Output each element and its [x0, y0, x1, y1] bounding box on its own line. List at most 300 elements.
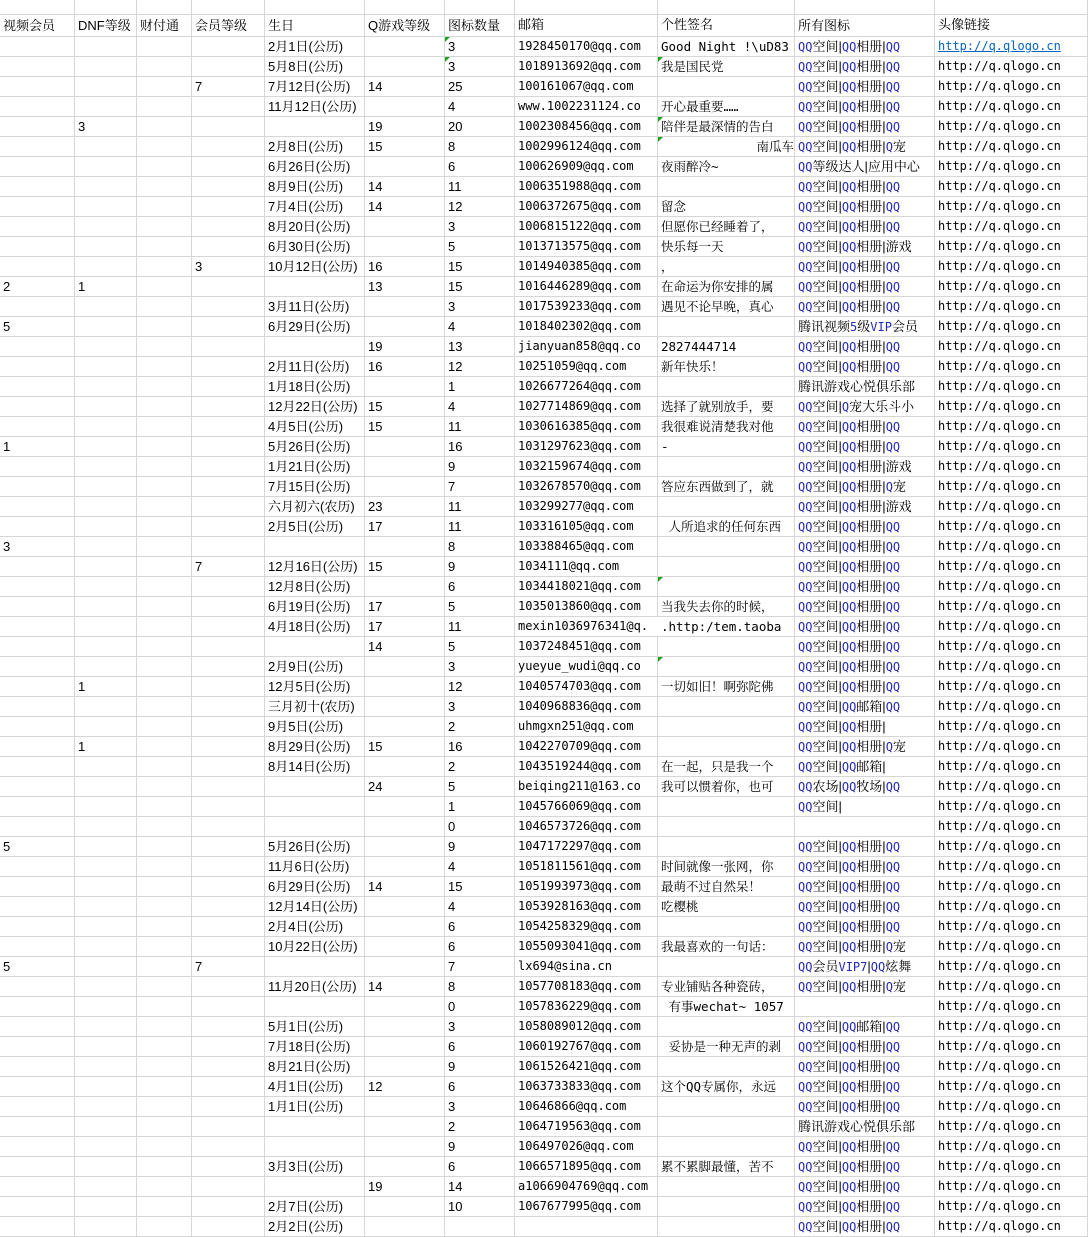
column-header-email[interactable]: 邮箱	[515, 15, 658, 37]
cell-qgame_level[interactable]	[365, 1137, 445, 1157]
cell-avatar_link[interactable]	[935, 377, 1088, 397]
cell-tenpay[interactable]	[137, 237, 192, 257]
cell-all_icons[interactable]	[795, 497, 935, 517]
cell-icon_count[interactable]: 3	[445, 1097, 515, 1117]
cell-all_icons[interactable]	[795, 737, 935, 757]
cell-video_vip[interactable]	[0, 357, 75, 377]
cell-tenpay[interactable]	[137, 657, 192, 677]
cell-icon_count[interactable]: 3	[445, 37, 515, 57]
cell-qgame_level[interactable]: 15	[365, 557, 445, 577]
cell-all_icons[interactable]	[795, 677, 935, 697]
cell-all_icons[interactable]	[795, 297, 935, 317]
cell-birthday[interactable]: 5月26日(公历)	[265, 437, 365, 457]
cell-vip_level[interactable]	[192, 117, 265, 137]
cell-avatar_link[interactable]	[935, 477, 1088, 497]
cell-avatar_link[interactable]	[935, 1017, 1088, 1037]
cell-video_vip[interactable]	[0, 1137, 75, 1157]
cell-birthday[interactable]: 三月初十(农历)	[265, 697, 365, 717]
cell-all_icons[interactable]	[795, 177, 935, 197]
cell-qgame_level[interactable]	[365, 477, 445, 497]
cell-all_icons[interactable]	[795, 217, 935, 237]
cell-vip_level[interactable]	[192, 157, 265, 177]
cell-tenpay[interactable]	[137, 917, 192, 937]
cell-icon_count[interactable]: 1	[445, 797, 515, 817]
cell-birthday[interactable]: 7月15日(公历)	[265, 477, 365, 497]
cell-tenpay[interactable]	[137, 1037, 192, 1057]
cell-email[interactable]: 1035013860@qq.com	[515, 597, 658, 617]
cell-tenpay[interactable]	[137, 957, 192, 977]
cell-email[interactable]: 1006815122@qq.com	[515, 217, 658, 237]
cell-all_icons[interactable]	[795, 1077, 935, 1097]
cell-tenpay[interactable]	[137, 617, 192, 637]
cell-birthday[interactable]: 4月18日(公历)	[265, 617, 365, 637]
cell-video_vip[interactable]	[0, 817, 75, 837]
cell-vip_level[interactable]	[192, 877, 265, 897]
cell-signature[interactable]: 有事wechat~ 1057	[658, 997, 795, 1017]
cell-email[interactable]: mexin1036976341@q.	[515, 617, 658, 637]
cell-icon_count[interactable]: 6	[445, 917, 515, 937]
cell-all_icons[interactable]	[795, 437, 935, 457]
cell-icon_count[interactable]: 9	[445, 837, 515, 857]
cell-signature[interactable]	[658, 837, 795, 857]
cell-qgame_level[interactable]: 16	[365, 257, 445, 277]
cell-vip_level[interactable]	[192, 1057, 265, 1077]
cell-email[interactable]	[515, 1217, 658, 1237]
cell-signature[interactable]	[658, 1117, 795, 1137]
cell-icon_count[interactable]: 6	[445, 937, 515, 957]
cell-tenpay[interactable]	[137, 37, 192, 57]
cell-tenpay[interactable]	[137, 0, 192, 15]
cell-icon_count[interactable]: 2	[445, 1117, 515, 1137]
cell-email[interactable]: 1046573726@qq.com	[515, 817, 658, 837]
cell-birthday[interactable]: 8月29日(公历)	[265, 737, 365, 757]
cell-birthday[interactable]: 11月20日(公历)	[265, 977, 365, 997]
cell-signature[interactable]: 累不累脚最懂，苦不	[658, 1157, 795, 1177]
avatar-link[interactable]: http://q.qlogo.cn	[938, 1219, 1061, 1233]
cell-tenpay[interactable]	[137, 1097, 192, 1117]
cell-vip_level[interactable]	[192, 197, 265, 217]
cell-email[interactable]: 1040968836@qq.com	[515, 697, 658, 717]
cell-vip_level[interactable]	[192, 1137, 265, 1157]
avatar-link[interactable]: http://q.qlogo.cn	[938, 939, 1061, 953]
column-header-signature[interactable]: 个性签名	[658, 15, 795, 37]
cell-avatar_link[interactable]	[935, 277, 1088, 297]
cell-signature[interactable]: 时间就像一张网，你	[658, 857, 795, 877]
cell-avatar_link[interactable]	[935, 177, 1088, 197]
cell-qgame_level[interactable]: 14	[365, 177, 445, 197]
cell-birthday[interactable]: 10月12日(公历)	[265, 257, 365, 277]
cell-email[interactable]: 1043519244@qq.com	[515, 757, 658, 777]
cell-email[interactable]: 1063733833@qq.com	[515, 1077, 658, 1097]
avatar-link[interactable]: http://q.qlogo.cn	[938, 59, 1061, 73]
cell-email[interactable]: 1054258329@qq.com	[515, 917, 658, 937]
cell-tenpay[interactable]	[137, 137, 192, 157]
cell-video_vip[interactable]	[0, 637, 75, 657]
avatar-link[interactable]: http://q.qlogo.cn	[938, 859, 1061, 873]
cell-signature[interactable]: .http:/tem.taoba	[658, 617, 795, 637]
cell-avatar_link[interactable]	[935, 1117, 1088, 1137]
cell-avatar_link[interactable]	[935, 657, 1088, 677]
avatar-link[interactable]: http://q.qlogo.cn	[938, 579, 1061, 593]
cell-signature[interactable]	[658, 1017, 795, 1037]
cell-qgame_level[interactable]	[365, 377, 445, 397]
cell-icon_count[interactable]: 13	[445, 337, 515, 357]
cell-dnf_level[interactable]	[75, 917, 137, 937]
avatar-link[interactable]: http://q.qlogo.cn	[938, 1199, 1061, 1213]
cell-video_vip[interactable]	[0, 577, 75, 597]
cell-qgame_level[interactable]: 24	[365, 777, 445, 797]
cell-email[interactable]: a1066904769@qq.com	[515, 1177, 658, 1197]
cell-avatar_link[interactable]	[935, 497, 1088, 517]
cell-vip_level[interactable]: 7	[192, 77, 265, 97]
cell-email[interactable]: www.1002231124.co	[515, 97, 658, 117]
cell-email[interactable]: 1061526421@qq.com	[515, 1057, 658, 1077]
cell-avatar_link[interactable]	[935, 577, 1088, 597]
cell-qgame_level[interactable]: 19	[365, 337, 445, 357]
cell-vip_level[interactable]	[192, 737, 265, 757]
cell-icon_count[interactable]: 0	[445, 997, 515, 1017]
cell-birthday[interactable]	[265, 117, 365, 137]
cell-icon_count[interactable]: 20	[445, 117, 515, 137]
cell-icon_count[interactable]: 3	[445, 217, 515, 237]
cell-signature[interactable]: -	[658, 437, 795, 457]
avatar-link[interactable]: http://q.qlogo.cn	[938, 439, 1061, 453]
cell-dnf_level[interactable]	[75, 877, 137, 897]
cell-tenpay[interactable]	[137, 277, 192, 297]
cell-signature[interactable]: 妥协是一种无声的剥	[658, 1037, 795, 1057]
cell-video_vip[interactable]	[0, 977, 75, 997]
cell-tenpay[interactable]	[137, 877, 192, 897]
cell-signature[interactable]	[658, 1057, 795, 1077]
cell-all_icons[interactable]	[795, 657, 935, 677]
cell-video_vip[interactable]: 1	[0, 437, 75, 457]
cell-all_icons[interactable]	[795, 1177, 935, 1197]
cell-qgame_level[interactable]: 17	[365, 617, 445, 637]
cell-video_vip[interactable]	[0, 917, 75, 937]
cell-vip_level[interactable]	[192, 697, 265, 717]
avatar-link[interactable]: http://q.qlogo.cn	[938, 179, 1061, 193]
cell-birthday[interactable]	[265, 637, 365, 657]
cell-icon_count[interactable]: 15	[445, 277, 515, 297]
cell-signature[interactable]: 我很难说清楚我对他	[658, 417, 795, 437]
cell-icon_count[interactable]: 15	[445, 257, 515, 277]
cell-qgame_level[interactable]	[365, 0, 445, 15]
cell-tenpay[interactable]	[137, 417, 192, 437]
cell-icon_count[interactable]: 10	[445, 1197, 515, 1217]
cell-icon_count[interactable]: 16	[445, 437, 515, 457]
cell-signature[interactable]: 答应东西做到了，就	[658, 477, 795, 497]
cell-video_vip[interactable]	[0, 117, 75, 137]
cell-qgame_level[interactable]	[365, 657, 445, 677]
cell-all_icons[interactable]	[795, 757, 935, 777]
avatar-link[interactable]: http://q.qlogo.cn	[938, 359, 1061, 373]
cell-qgame_level[interactable]: 19	[365, 1177, 445, 1197]
avatar-link[interactable]: http://q.qlogo.cn	[938, 1139, 1061, 1153]
cell-vip_level[interactable]	[192, 497, 265, 517]
cell-birthday[interactable]: 7月4日(公历)	[265, 197, 365, 217]
cell-icon_count[interactable]: 4	[445, 97, 515, 117]
cell-signature[interactable]: 我是国民党	[658, 57, 795, 77]
cell-all_icons[interactable]	[795, 1197, 935, 1217]
cell-birthday[interactable]: 4月5日(公历)	[265, 417, 365, 437]
column-header-icon_count[interactable]: 图标数量	[445, 15, 515, 37]
cell-qgame_level[interactable]	[365, 757, 445, 777]
avatar-link[interactable]: http://q.qlogo.cn	[938, 319, 1061, 333]
cell-qgame_level[interactable]	[365, 157, 445, 177]
cell-qgame_level[interactable]	[365, 857, 445, 877]
cell-birthday[interactable]: 8月9日(公历)	[265, 177, 365, 197]
cell-signature[interactable]	[658, 1137, 795, 1157]
cell-avatar_link[interactable]	[935, 1077, 1088, 1097]
avatar-link[interactable]: http://q.qlogo.cn	[938, 479, 1061, 493]
cell-qgame_level[interactable]: 15	[365, 737, 445, 757]
cell-qgame_level[interactable]	[365, 1037, 445, 1057]
cell-qgame_level[interactable]	[365, 537, 445, 557]
avatar-link[interactable]: http://q.qlogo.cn	[938, 759, 1061, 773]
cell-email[interactable]: 1058089012@qq.com	[515, 1017, 658, 1037]
cell-tenpay[interactable]	[137, 577, 192, 597]
cell-vip_level[interactable]	[192, 677, 265, 697]
cell-icon_count[interactable]: 9	[445, 457, 515, 477]
cell-qgame_level[interactable]	[365, 297, 445, 317]
cell-video_vip[interactable]	[0, 1017, 75, 1037]
cell-icon_count[interactable]: 3	[445, 657, 515, 677]
cell-tenpay[interactable]	[137, 537, 192, 557]
cell-dnf_level[interactable]	[75, 257, 137, 277]
cell-all_icons[interactable]	[795, 377, 935, 397]
cell-icon_count[interactable]: 6	[445, 1037, 515, 1057]
cell-avatar_link[interactable]	[935, 77, 1088, 97]
cell-dnf_level[interactable]	[75, 0, 137, 15]
cell-dnf_level[interactable]	[75, 717, 137, 737]
cell-qgame_level[interactable]: 14	[365, 877, 445, 897]
cell-dnf_level[interactable]	[75, 537, 137, 557]
cell-birthday[interactable]	[265, 537, 365, 557]
cell-all_icons[interactable]	[795, 237, 935, 257]
cell-avatar_link[interactable]	[935, 617, 1088, 637]
cell-video_vip[interactable]	[0, 497, 75, 517]
avatar-link[interactable]: http://q.qlogo.cn	[938, 539, 1061, 553]
cell-icon_count[interactable]: 9	[445, 557, 515, 577]
cell-email[interactable]: 1002996124@qq.com	[515, 137, 658, 157]
avatar-link[interactable]: http://q.qlogo.cn	[938, 119, 1061, 133]
cell-vip_level[interactable]	[192, 637, 265, 657]
cell-signature[interactable]	[658, 457, 795, 477]
cell-icon_count[interactable]: 5	[445, 237, 515, 257]
cell-birthday[interactable]: 2月2日(公历)	[265, 1217, 365, 1237]
cell-signature[interactable]	[658, 177, 795, 197]
cell-all_icons[interactable]	[795, 257, 935, 277]
cell-signature[interactable]: 但愿你已经睡着了，	[658, 217, 795, 237]
cell-icon_count[interactable]: 6	[445, 1077, 515, 1097]
cell-avatar_link[interactable]	[935, 837, 1088, 857]
cell-birthday[interactable]	[265, 337, 365, 357]
cell-icon_count[interactable]: 6	[445, 577, 515, 597]
cell-all_icons[interactable]	[795, 97, 935, 117]
cell-avatar_link[interactable]	[935, 357, 1088, 377]
cell-tenpay[interactable]	[137, 777, 192, 797]
cell-all_icons[interactable]	[795, 797, 935, 817]
cell-dnf_level[interactable]	[75, 957, 137, 977]
column-header-vip_level[interactable]: 会员等级	[192, 15, 265, 37]
cell-all_icons[interactable]	[795, 337, 935, 357]
cell-avatar_link[interactable]	[935, 1057, 1088, 1077]
avatar-link[interactable]: http://q.qlogo.cn	[938, 279, 1061, 293]
cell-avatar_link[interactable]	[935, 157, 1088, 177]
cell-dnf_level[interactable]	[75, 77, 137, 97]
cell-tenpay[interactable]	[137, 717, 192, 737]
cell-all_icons[interactable]	[795, 517, 935, 537]
cell-vip_level[interactable]	[192, 597, 265, 617]
cell-all_icons[interactable]	[795, 457, 935, 477]
cell-dnf_level[interactable]	[75, 217, 137, 237]
cell-signature[interactable]	[658, 697, 795, 717]
cell-vip_level[interactable]	[192, 517, 265, 537]
cell-all_icons[interactable]	[795, 477, 935, 497]
cell-icon_count[interactable]: 12	[445, 357, 515, 377]
cell-dnf_level[interactable]: 3	[75, 117, 137, 137]
cell-birthday[interactable]: 1月21日(公历)	[265, 457, 365, 477]
cell-vip_level[interactable]	[192, 237, 265, 257]
cell-dnf_level[interactable]	[75, 1077, 137, 1097]
cell-dnf_level[interactable]	[75, 197, 137, 217]
cell-icon_count[interactable]: 5	[445, 597, 515, 617]
cell-video_vip[interactable]	[0, 477, 75, 497]
cell-vip_level[interactable]	[192, 617, 265, 637]
cell-qgame_level[interactable]	[365, 677, 445, 697]
cell-signature[interactable]: 吃樱桃	[658, 897, 795, 917]
cell-avatar_link[interactable]	[935, 37, 1088, 57]
cell-dnf_level[interactable]	[75, 777, 137, 797]
cell-signature[interactable]: 当我失去你的时候，	[658, 597, 795, 617]
cell-all_icons[interactable]	[795, 1017, 935, 1037]
cell-birthday[interactable]: 1月1日(公历)	[265, 1097, 365, 1117]
cell-vip_level[interactable]	[192, 717, 265, 737]
cell-icon_count[interactable]: 4	[445, 397, 515, 417]
cell-dnf_level[interactable]	[75, 617, 137, 637]
cell-dnf_level[interactable]	[75, 1177, 137, 1197]
cell-qgame_level[interactable]	[365, 317, 445, 337]
column-header-tenpay[interactable]: 财付通	[137, 15, 192, 37]
cell-signature[interactable]	[658, 657, 795, 677]
cell-signature[interactable]	[658, 557, 795, 577]
cell-birthday[interactable]: 5月26日(公历)	[265, 837, 365, 857]
cell-birthday[interactable]: 2月11日(公历)	[265, 357, 365, 377]
avatar-link[interactable]: http://q.qlogo.cn	[938, 799, 1061, 813]
cell-avatar_link[interactable]	[935, 217, 1088, 237]
cell-qgame_level[interactable]: 13	[365, 277, 445, 297]
cell-vip_level[interactable]	[192, 857, 265, 877]
cell-avatar_link[interactable]	[935, 637, 1088, 657]
cell-tenpay[interactable]	[137, 497, 192, 517]
cell-dnf_level[interactable]	[75, 397, 137, 417]
avatar-link[interactable]: http://q.qlogo.cn	[938, 919, 1061, 933]
cell-email[interactable]: 1031297623@qq.com	[515, 437, 658, 457]
cell-icon_count[interactable]: 9	[445, 1057, 515, 1077]
cell-vip_level[interactable]	[192, 777, 265, 797]
cell-email[interactable]: 1928450170@qq.com	[515, 37, 658, 57]
cell-email[interactable]: 1051993973@qq.com	[515, 877, 658, 897]
cell-avatar_link[interactable]	[935, 197, 1088, 217]
cell-video_vip[interactable]	[0, 717, 75, 737]
column-header-birthday[interactable]: 生日	[265, 15, 365, 37]
cell-email[interactable]: 1040574703@qq.com	[515, 677, 658, 697]
cell-birthday[interactable]: 6月29日(公历)	[265, 877, 365, 897]
avatar-link[interactable]: http://q.qlogo.cn	[938, 599, 1061, 613]
cell-qgame_level[interactable]	[365, 437, 445, 457]
cell-tenpay[interactable]	[137, 477, 192, 497]
cell-avatar_link[interactable]	[935, 777, 1088, 797]
cell-video_vip[interactable]	[0, 1217, 75, 1237]
cell-signature[interactable]: 我可以惯着你，也可	[658, 777, 795, 797]
cell-avatar_link[interactable]	[935, 237, 1088, 257]
cell-vip_level[interactable]	[192, 477, 265, 497]
cell-email[interactable]: 1002308456@qq.com	[515, 117, 658, 137]
cell-icon_count[interactable]: 11	[445, 417, 515, 437]
cell-tenpay[interactable]	[137, 117, 192, 137]
cell-all_icons[interactable]	[795, 37, 935, 57]
cell-tenpay[interactable]	[137, 377, 192, 397]
cell-email[interactable]: 103388465@qq.com	[515, 537, 658, 557]
cell-birthday[interactable]: 2月1日(公历)	[265, 37, 365, 57]
cell-birthday[interactable]: 2月9日(公历)	[265, 657, 365, 677]
avatar-link[interactable]: http://q.qlogo.cn	[938, 339, 1061, 353]
cell-video_vip[interactable]	[0, 1057, 75, 1077]
cell-email[interactable]: 1047172297@qq.com	[515, 837, 658, 857]
cell-birthday[interactable]	[265, 797, 365, 817]
cell-signature[interactable]: 遇见不论早晚，真心	[658, 297, 795, 317]
cell-signature[interactable]	[658, 797, 795, 817]
cell-qgame_level[interactable]	[365, 717, 445, 737]
cell-icon_count[interactable]: 2	[445, 757, 515, 777]
cell-birthday[interactable]: 3月11日(公历)	[265, 297, 365, 317]
cell-icon_count[interactable]: 3	[445, 57, 515, 77]
cell-icon_count[interactable]: 8	[445, 137, 515, 157]
cell-qgame_level[interactable]: 14	[365, 977, 445, 997]
cell-icon_count[interactable]: 12	[445, 197, 515, 217]
cell-vip_level[interactable]	[192, 937, 265, 957]
cell-dnf_level[interactable]	[75, 1137, 137, 1157]
cell-icon_count[interactable]: 1	[445, 377, 515, 397]
avatar-link[interactable]: http://q.qlogo.cn	[938, 259, 1061, 273]
cell-email[interactable]: 1051811561@qq.com	[515, 857, 658, 877]
cell-icon_count[interactable]	[445, 0, 515, 15]
cell-vip_level[interactable]	[192, 1197, 265, 1217]
cell-email[interactable]: 1014940385@qq.com	[515, 257, 658, 277]
cell-tenpay[interactable]	[137, 257, 192, 277]
cell-dnf_level[interactable]	[75, 857, 137, 877]
cell-tenpay[interactable]	[137, 1157, 192, 1177]
cell-dnf_level[interactable]	[75, 817, 137, 837]
cell-avatar_link[interactable]	[935, 897, 1088, 917]
cell-vip_level[interactable]	[192, 1037, 265, 1057]
cell-all_icons[interactable]	[795, 157, 935, 177]
cell-email[interactable]: 100161067@qq.com	[515, 77, 658, 97]
avatar-link[interactable]: http://q.qlogo.cn	[938, 459, 1061, 473]
avatar-link[interactable]: http://q.qlogo.cn	[938, 219, 1061, 233]
cell-birthday[interactable]: 5月1日(公历)	[265, 1017, 365, 1037]
avatar-link[interactable]: http://q.qlogo.cn	[938, 299, 1061, 313]
cell-email[interactable]: 1027714869@qq.com	[515, 397, 658, 417]
cell-avatar_link[interactable]	[935, 1177, 1088, 1197]
avatar-link[interactable]: http://q.qlogo.cn	[938, 1179, 1061, 1193]
cell-vip_level[interactable]	[192, 997, 265, 1017]
cell-avatar_link[interactable]	[935, 117, 1088, 137]
cell-signature[interactable]: 开心最重要……	[658, 97, 795, 117]
cell-email[interactable]: uhmgxn251@qq.com	[515, 717, 658, 737]
cell-video_vip[interactable]	[0, 597, 75, 617]
cell-birthday[interactable]	[265, 1177, 365, 1197]
